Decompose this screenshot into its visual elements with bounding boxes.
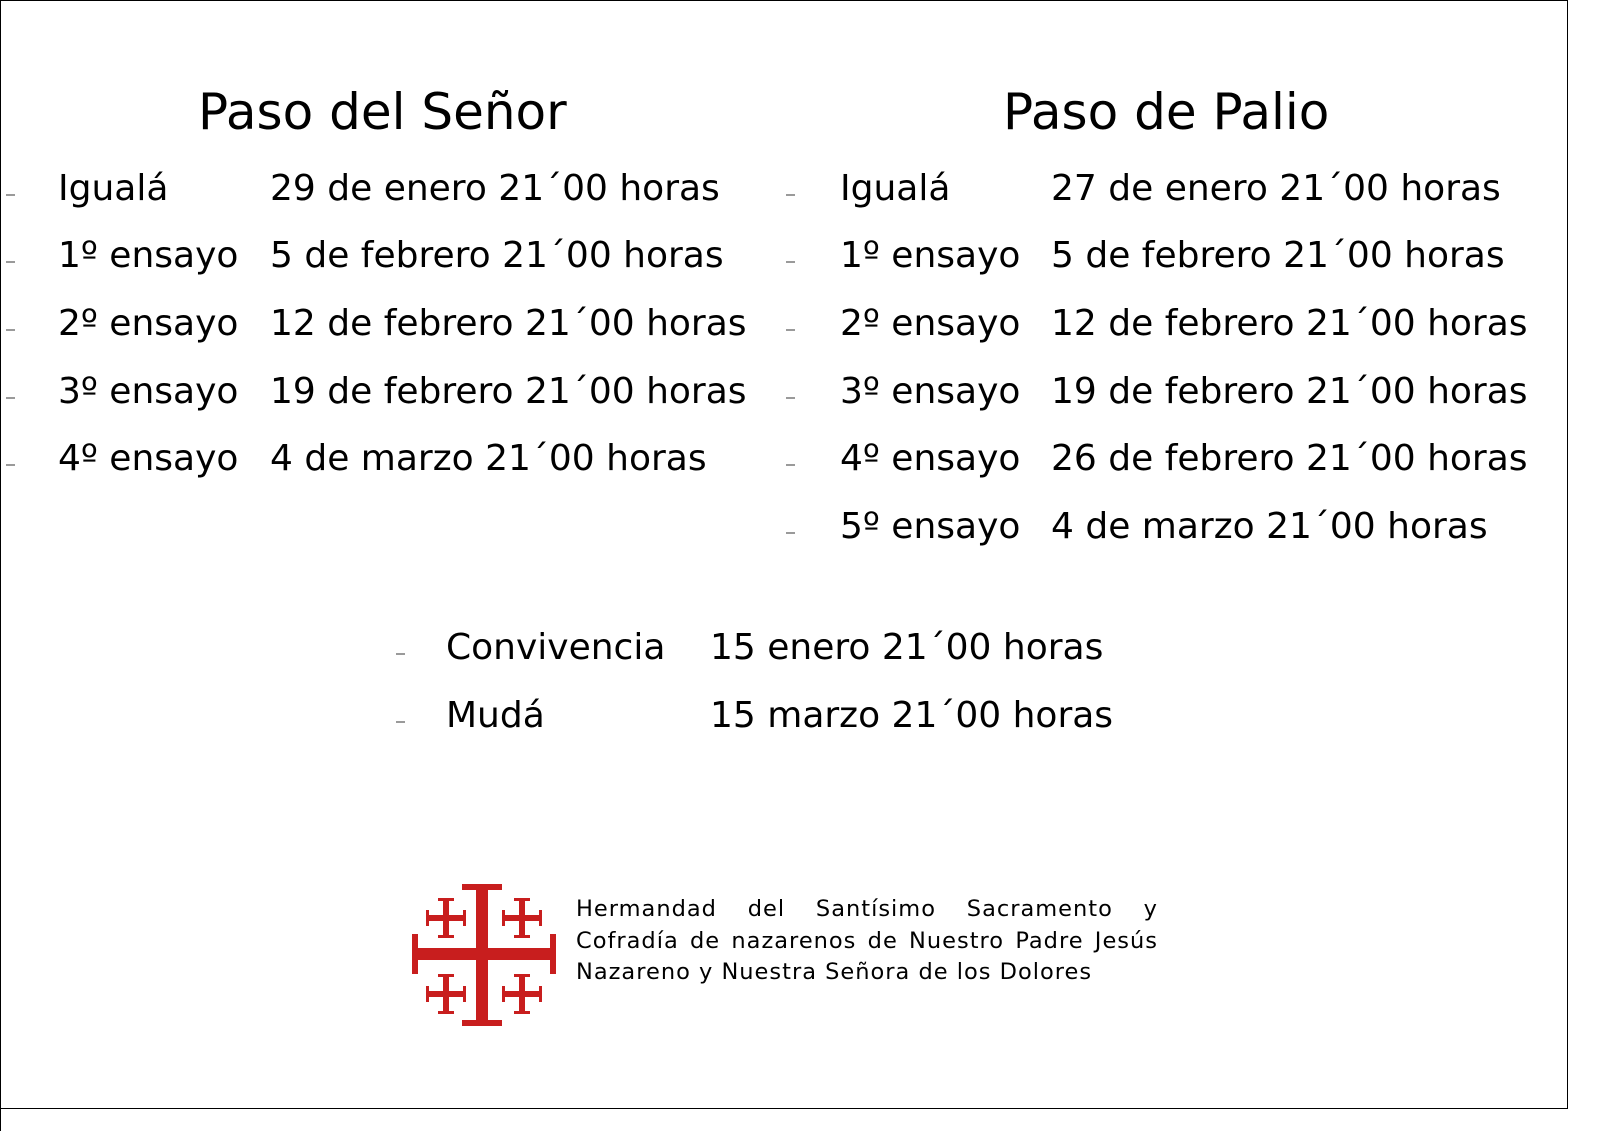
row-value: 19 de febrero 21´00 horas <box>1051 371 1528 412</box>
slide-border-left <box>0 0 1 1131</box>
organization-name: Hermandad del Santísimo Sacramento y Cofradía de nazarenos de Nuestro Padre Jesús Nazareno y Nuestra Señora de los Dolores <box>576 896 1158 985</box>
row-label: Igualá <box>840 168 951 209</box>
row-value: 4 de marzo 21´00 horas <box>1051 506 1488 547</box>
row-label: 1º ensayo <box>840 235 1021 276</box>
bullet-dash-icon <box>786 464 795 466</box>
row-value: 12 de febrero 21´00 horas <box>1051 303 1528 344</box>
bullet-dash-icon <box>396 721 405 723</box>
row-value: 29 de enero 21´00 horas <box>270 168 720 209</box>
row-value: 5 de febrero 21´00 horas <box>270 235 724 276</box>
row-label: 3º ensayo <box>840 371 1021 412</box>
bullet-dash-icon <box>6 194 15 196</box>
event-value: 15 enero 21´00 horas <box>710 627 1104 668</box>
paso-palio-title: Paso de Palio <box>1003 83 1330 141</box>
bullet-dash-icon <box>786 397 795 399</box>
event-label: Convivencia <box>446 627 666 668</box>
bullet-dash-icon <box>786 532 795 534</box>
bullet-dash-icon <box>6 329 15 331</box>
row-label: 1º ensayo <box>58 235 239 276</box>
row-label: 2º ensayo <box>840 303 1021 344</box>
bullet-dash-icon <box>6 464 15 466</box>
row-value: 26 de febrero 21´00 horas <box>1051 438 1528 479</box>
row-value: 4 de marzo 21´00 horas <box>270 438 707 479</box>
slide-border-bottom <box>0 1108 1568 1109</box>
row-label: 3º ensayo <box>58 371 239 412</box>
bullet-dash-icon <box>786 329 795 331</box>
slide-border-top <box>0 0 1568 1</box>
bullet-dash-icon <box>6 261 15 263</box>
row-value: 5 de febrero 21´00 horas <box>1051 235 1505 276</box>
bullet-dash-icon <box>6 397 15 399</box>
row-value: 27 de enero 21´00 horas <box>1051 168 1501 209</box>
paso-senor-title: Paso del Señor <box>198 83 567 141</box>
row-value: 19 de febrero 21´00 horas <box>270 371 747 412</box>
bullet-dash-icon <box>786 261 795 263</box>
jerusalem-cross-icon <box>410 882 558 1030</box>
row-label: 5º ensayo <box>840 506 1021 547</box>
row-value: 12 de febrero 21´00 horas <box>270 303 747 344</box>
row-label: 4º ensayo <box>840 438 1021 479</box>
event-label: Mudá <box>446 695 545 736</box>
bullet-dash-icon <box>396 653 405 655</box>
row-label: 4º ensayo <box>58 438 239 479</box>
slide-border-right <box>1567 0 1568 1109</box>
bullet-dash-icon <box>786 194 795 196</box>
row-label: 2º ensayo <box>58 303 239 344</box>
row-label: Igualá <box>58 168 169 209</box>
event-value: 15 marzo 21´00 horas <box>710 695 1114 736</box>
